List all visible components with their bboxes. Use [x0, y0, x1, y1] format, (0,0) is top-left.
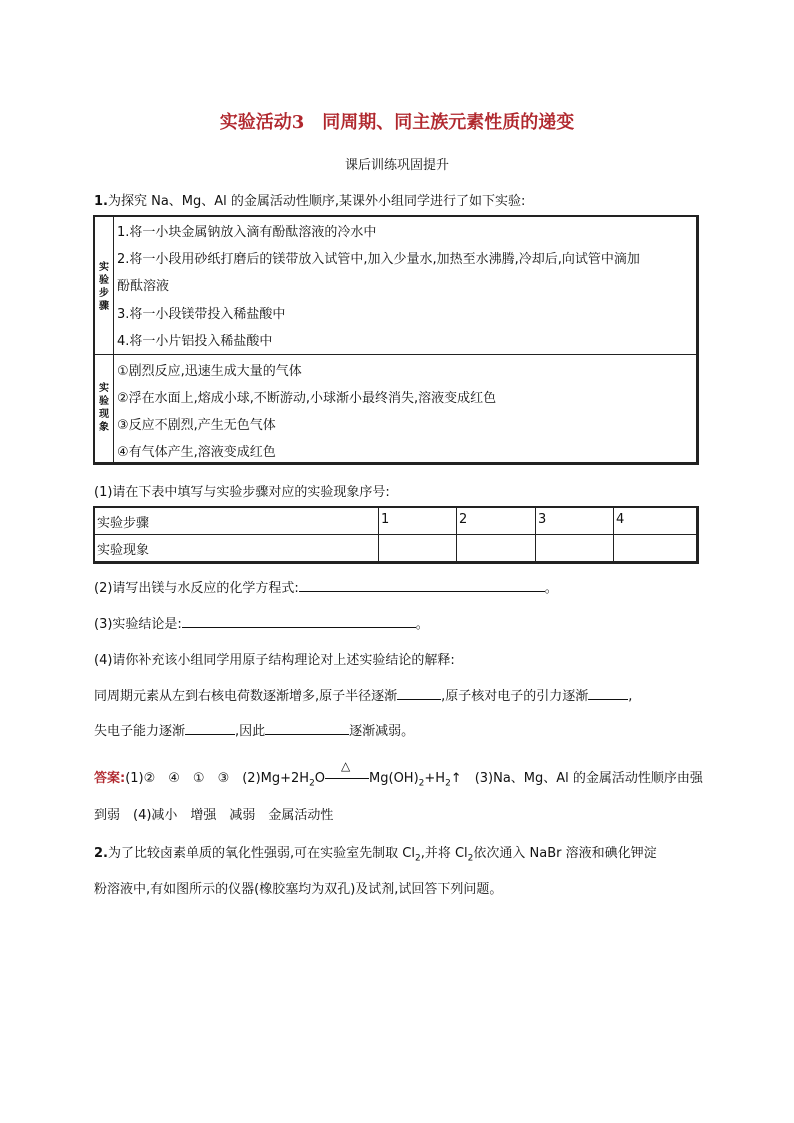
answer-text: (1)② ④ ① ③ (2)Mg+2H [125, 771, 310, 786]
heat-triangle-icon: △ [341, 759, 351, 773]
row-header: 实验现象 [97, 543, 150, 558]
sub-question-3-text: (3)实验结论是: [94, 617, 182, 632]
question-text: 依次通入 NaBr 溶液和碘化钾淀 [473, 846, 657, 861]
answer-blank[interactable] [265, 720, 349, 735]
question-number: 1. [94, 194, 108, 209]
phenomenon-item: ②浮在水面上,熔成小球,不断游动,小球渐小最终消失,溶液变成红色 [117, 391, 497, 406]
step-item: 2.将一小段用砂纸打磨后的镁带放入试管中,加入少量水,加热至水沸腾,冷却后,向试管中滴加 [117, 252, 640, 267]
answer-text: ↑ (3)Na、Mg、Al 的金属活动性顺序由强 [450, 771, 703, 786]
question-2-line-2: 粉溶液中,有如图所示的仪器(橡胶塞均为双孔)及试剂,试回答下列问题。 [94, 882, 503, 897]
question-text: 为了比较卤素单质的氧化性强弱,可在实验室先制取 Cl [107, 846, 415, 861]
answer-text: Mg(OH) [369, 771, 419, 786]
column-divider [613, 508, 614, 561]
sub-question-2-end: 。 [544, 581, 558, 596]
sub-question-2 [94, 577, 558, 596]
answer-blank[interactable] [299, 577, 545, 592]
answer-text: +H [424, 771, 446, 786]
column-header: 3 [538, 512, 547, 527]
column-header: 2 [459, 512, 468, 527]
explanation-text: 失电子能力逐渐 [94, 724, 186, 739]
step-item: 酚酞溶液 [117, 279, 170, 294]
subscript: 2 [418, 778, 425, 789]
question-1-stem [94, 190, 525, 209]
row-divider [95, 354, 696, 355]
sub-question-3 [94, 613, 429, 632]
row-header: 实验步骤 [97, 516, 150, 531]
column-header: 1 [381, 512, 390, 527]
explanation-text: 同周期元素从左到右核电荷数逐渐增多,原子半径逐渐 [94, 689, 398, 704]
column-divider [113, 217, 114, 462]
answer-blank[interactable] [185, 720, 235, 735]
explanation-text: , [628, 689, 633, 704]
answer-blank[interactable] [588, 685, 628, 700]
answer-fill-table [93, 506, 699, 564]
sub-question-1: (1)请在下表中填写与实验步骤对应的实验现象序号: [94, 485, 390, 500]
steps-label: 实验步骤 [99, 262, 109, 312]
question-text: ,并将 Cl [420, 846, 468, 861]
step-item: 4.将一小片铝投入稀盐酸中 [117, 334, 273, 349]
step-item: 3.将一小段镁带投入稀盐酸中 [117, 307, 286, 322]
phenomenon-item: ④有气体产生,溶液变成红色 [117, 445, 276, 460]
answer-text: O [314, 771, 326, 786]
page-subtitle: 课后训练巩固提升 [344, 158, 449, 173]
explanation-line-2 [94, 720, 414, 739]
column-divider [456, 508, 457, 561]
page-title: 实验活动3 同周期、同主族元素性质的递变 [219, 112, 575, 133]
phenomenon-item: ①剧烈反应,迅速生成大量的气体 [117, 364, 302, 379]
subscript: 2 [309, 778, 315, 789]
row-divider [95, 534, 696, 535]
answer-line-2: 到弱 (4)减小 增强 减弱 金属活动性 [94, 808, 334, 823]
phenomenon-item: ③反应不剧烈,产生无色气体 [117, 418, 276, 433]
subscript: 2 [414, 853, 421, 864]
sub-question-4: (4)请你补充该小组同学用原子结构理论对上述实验结论的解释: [94, 653, 455, 668]
reaction-arrow-line [325, 778, 369, 779]
column-divider [378, 508, 379, 561]
explanation-text: ,因此 [235, 724, 266, 739]
step-item: 1.将一小块金属钠放入滴有酚酞溶液的冷水中 [117, 225, 377, 240]
phenomena-label: 实验现象 [99, 383, 109, 433]
answer-blank[interactable] [182, 613, 416, 628]
column-divider [535, 508, 536, 561]
question-2-line-1 [94, 842, 657, 864]
explanation-text: ,原子核对电子的引力逐渐 [441, 689, 589, 704]
column-header: 4 [616, 512, 625, 527]
answer-line-1 [94, 759, 703, 789]
question-text: 为探究 Na、Mg、Al 的金属活动性顺序,某课外小组同学进行了如下实验: [107, 194, 526, 209]
experiment-table [93, 215, 699, 465]
subscript: 2 [467, 853, 474, 864]
answer-blank[interactable] [397, 685, 441, 700]
explanation-line-1 [94, 685, 632, 704]
subscript: 2 [445, 778, 451, 789]
question-number: 2. [94, 846, 108, 861]
sub-question-2-text: (2)请写出镁与水反应的化学方程式: [94, 581, 299, 596]
explanation-text: 逐渐减弱。 [349, 724, 415, 739]
answer-label: 答案: [94, 771, 126, 786]
heating-condition [325, 759, 369, 782]
sub-question-3-end: 。 [415, 617, 429, 632]
